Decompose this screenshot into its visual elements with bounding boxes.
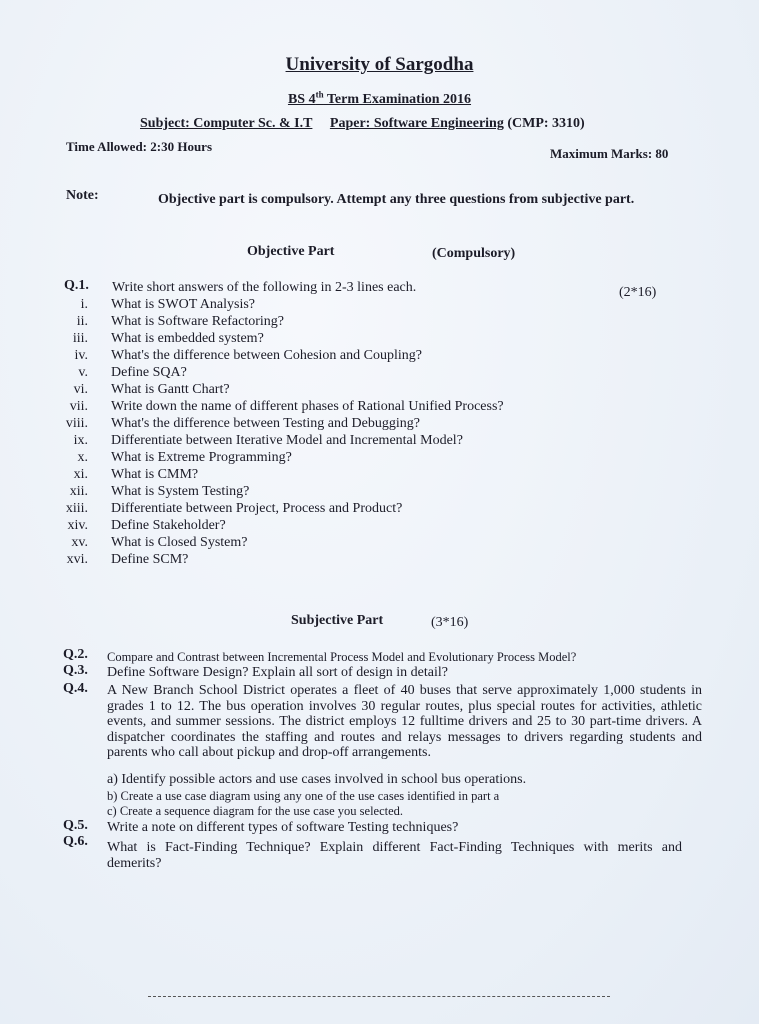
objective-item-text: Define SCM?: [111, 552, 189, 567]
objective-item-text: Differentiate between Project, Process and Product?: [111, 501, 403, 516]
objective-item-number: ix.: [73, 433, 88, 448]
objective-item-number: vi.: [73, 382, 88, 397]
q2-number: Q.2.: [63, 647, 88, 662]
q4-number: Q.4.: [63, 681, 88, 696]
objective-item-number: xiv.: [67, 518, 88, 533]
objective-item-text: Write down the name of different phases of Rational Unified Process?: [111, 399, 504, 414]
objective-item-text: What is Extreme Programming?: [111, 450, 292, 465]
subject-line: [140, 116, 585, 132]
objective-item-text: What is SWOT Analysis?: [111, 297, 256, 312]
objective-item-number: xvi.: [66, 552, 88, 567]
objective-item-number: iii.: [72, 331, 88, 346]
university-title: University of Sargodha: [285, 54, 474, 75]
note-text: Objective part is compulsory. Attempt any three questions from subjective part.: [158, 192, 635, 207]
objective-item-number: xi.: [73, 467, 88, 482]
objective-item-text: What is CMM?: [111, 467, 199, 482]
objective-title: Objective Part: [247, 244, 335, 259]
maximum-marks: Maximum Marks: 80: [550, 146, 669, 161]
objective-item-text: What's the difference between Cohesion and Coupling?: [111, 348, 422, 363]
q5-text: Write a note on different types of software Testing techniques?: [107, 820, 459, 835]
objective-item-number: i.: [80, 297, 88, 312]
q4-part-b: b) Create a use case diagram using any one of the use cases identified in part a: [107, 789, 500, 803]
note-label: Note:: [66, 188, 99, 203]
q5-number: Q.5.: [63, 818, 88, 833]
objective-aside: (Compulsory): [432, 246, 516, 261]
objective-item-text: What is Software Refactoring?: [111, 314, 284, 329]
q1-number: Q.1.: [64, 278, 89, 293]
objective-item-number: iv.: [74, 348, 88, 363]
q3-text: Define Software Design? Explain all sort of design in detail?: [107, 665, 448, 680]
subject-name: Subject: Computer Sc. & I.T: [140, 116, 313, 131]
objective-item-number: xiii.: [65, 501, 88, 516]
objective-item-number: ii.: [76, 314, 88, 329]
q4-text: A New Branch School District operates a fleet of 40 buses that serve approximately 1,000 students in grades 1 to 12. The bus operation involves 30 regular routes, plus special routes for activities, athletic events, and summer sessions. The district employs 12 fulltime drivers and 25 to 30 part-time drivers. A dispatcher coordinates the staffing and routes and relays messages to drivers regarding students and parents who call about pickup and drop-off arrangements.: [107, 683, 702, 760]
objective-item-number: vii.: [69, 399, 88, 414]
paper-name: Paper: Software Engineering: [329, 116, 504, 131]
q6-number: Q.6.: [63, 834, 88, 849]
exam-title: BS 4th Term Examination 2016: [287, 89, 472, 107]
time-allowed: Time Allowed: 2:30 Hours: [66, 139, 213, 154]
objective-item-text: What is Gantt Chart?: [111, 382, 230, 397]
subjective-title: Subjective Part: [291, 613, 384, 628]
q6-text: What is Fact-Finding Technique? Explain different Fact-Finding Techniques with merits and demerits?: [107, 840, 682, 871]
objective-item-number: xii.: [69, 484, 88, 499]
objective-item-number: x.: [77, 450, 88, 465]
objective-item-text: Define Stakeholder?: [111, 518, 226, 533]
objective-item-text: What is Closed System?: [111, 535, 248, 550]
objective-item-text: What is System Testing?: [111, 484, 250, 499]
q3-number: Q.3.: [63, 663, 88, 678]
objective-item-text: What is embedded system?: [111, 331, 264, 346]
objective-item-text: Define SQA?: [111, 365, 187, 380]
paper-code: (CMP: 3310): [503, 116, 585, 131]
q1-text: Write short answers of the following in 2-3 lines each.: [112, 280, 417, 295]
objective-item-number: viii.: [65, 416, 88, 431]
end-divider: [148, 996, 610, 997]
q4-part-a: a) Identify possible actors and use cases involved in school bus operations.: [107, 772, 527, 787]
objective-item-number: v.: [78, 365, 88, 380]
objective-item-text: What's the difference between Testing and Debugging?: [111, 416, 420, 431]
q2-text: Compare and Contrast between Incremental Process Model and Evolutionary Process Model?: [107, 650, 577, 664]
q1-marks: (2*16): [619, 285, 657, 300]
subjective-aside: (3*16): [431, 615, 469, 630]
q4-part-c: c) Create a sequence diagram for the use case you selected.: [107, 804, 404, 818]
objective-item-text: Differentiate between Iterative Model and Incremental Model?: [111, 433, 463, 448]
objective-item-number: xv.: [71, 535, 88, 550]
